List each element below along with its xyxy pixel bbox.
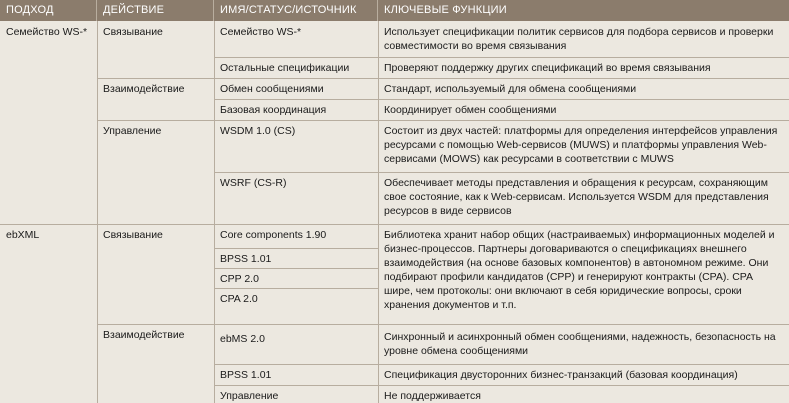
name-messaging: Обмен сообщениями bbox=[220, 83, 324, 95]
name-core-components: Core components 1.90 bbox=[220, 229, 327, 241]
header-key-functions: КЛЮЧЕВЫЕ ФУНКЦИИ bbox=[384, 4, 507, 16]
action-ws-binding: Связывание bbox=[103, 26, 163, 38]
name-ebms: ebMS 2.0 bbox=[220, 333, 265, 345]
name-cpp: CPP 2.0 bbox=[220, 273, 259, 285]
name-management: Управление bbox=[220, 390, 279, 402]
function-eb-binding: Библиотека хранит набор общих (настраиваемых) информационных моделей и бизнес-процессов. Партнеры договариваются о спецификациях внешнего взаимодействия (на основе базовых компонентов) в автономном режиме. Они подбирают профили кандидатов (CPP) и генерируют контракты (CPA). CPA шире, чем протоколы: они включают в себя юридические вопросы, сроки хранения документов и т.п. bbox=[384, 229, 775, 311]
name-wsrf: WSRF (CS-R) bbox=[220, 177, 287, 189]
name-base-coordination: Базовая координация bbox=[220, 104, 327, 116]
name-cpa: CPA 2.0 bbox=[220, 293, 258, 305]
approach-ebxml: ebXML bbox=[6, 229, 40, 241]
name-wsdm: WSDM 1.0 (CS) bbox=[220, 125, 296, 137]
function-wsrf: Обеспечивает методы представления и обращения к ресурсам, сохраняющим свое состояние, как к Web-сервисам. Используется WSDM для представления ресурсов в виде сервисов bbox=[384, 177, 769, 217]
function-base-coordination: Координирует обмен сообщениями bbox=[384, 104, 557, 116]
function-management: Не поддерживается bbox=[384, 390, 481, 402]
table-header bbox=[0, 0, 789, 21]
action-ws-management: Управление bbox=[103, 125, 162, 137]
function-messaging: Стандарт, используемый для обмена сообщениями bbox=[384, 83, 637, 95]
name-other-specs: Остальные спецификации bbox=[220, 62, 350, 74]
name-ws-family: Семейство WS-* bbox=[220, 26, 302, 38]
header-action: ДЕЙСТВИЕ bbox=[97, 0, 214, 21]
function-ws-family: Использует спецификации политик сервисов для подбора сервисов и проверки совместимости во время связывания bbox=[384, 26, 774, 52]
action-ws-interaction: Взаимодействие bbox=[103, 83, 185, 95]
function-other-specs: Проверяют поддержку других спецификаций во время связывания bbox=[384, 62, 711, 74]
function-bpss-interaction: Спецификация двусторонних бизнес-транзакций (базовая координация) bbox=[384, 369, 738, 381]
approach-ws: Семейство WS-* bbox=[6, 26, 88, 38]
name-bpss: BPSS 1.01 bbox=[220, 253, 272, 265]
function-ebms: Синхронный и асинхронный обмен сообщениями, надежность, безопасность на уровне обмена сообщениями bbox=[384, 331, 776, 357]
function-wsdm: Состоит из двух частей: платформы для определения интерфейсов управления ресурсами с помощью Web-сервисов (MUWS) и платформы управления Web-сервисами (MOWS) как ресурсами в соответствии с MUWS bbox=[384, 125, 778, 165]
name-bpss-interaction: BPSS 1.01 bbox=[220, 369, 272, 381]
header-approach: ПОДХОД bbox=[0, 0, 97, 21]
action-eb-binding: Связывание bbox=[103, 229, 163, 241]
action-eb-interaction: Взаимодействие bbox=[103, 329, 185, 341]
header-name-status-source: ИМЯ/СТАТУС/ИСТОЧНИК bbox=[214, 0, 378, 21]
